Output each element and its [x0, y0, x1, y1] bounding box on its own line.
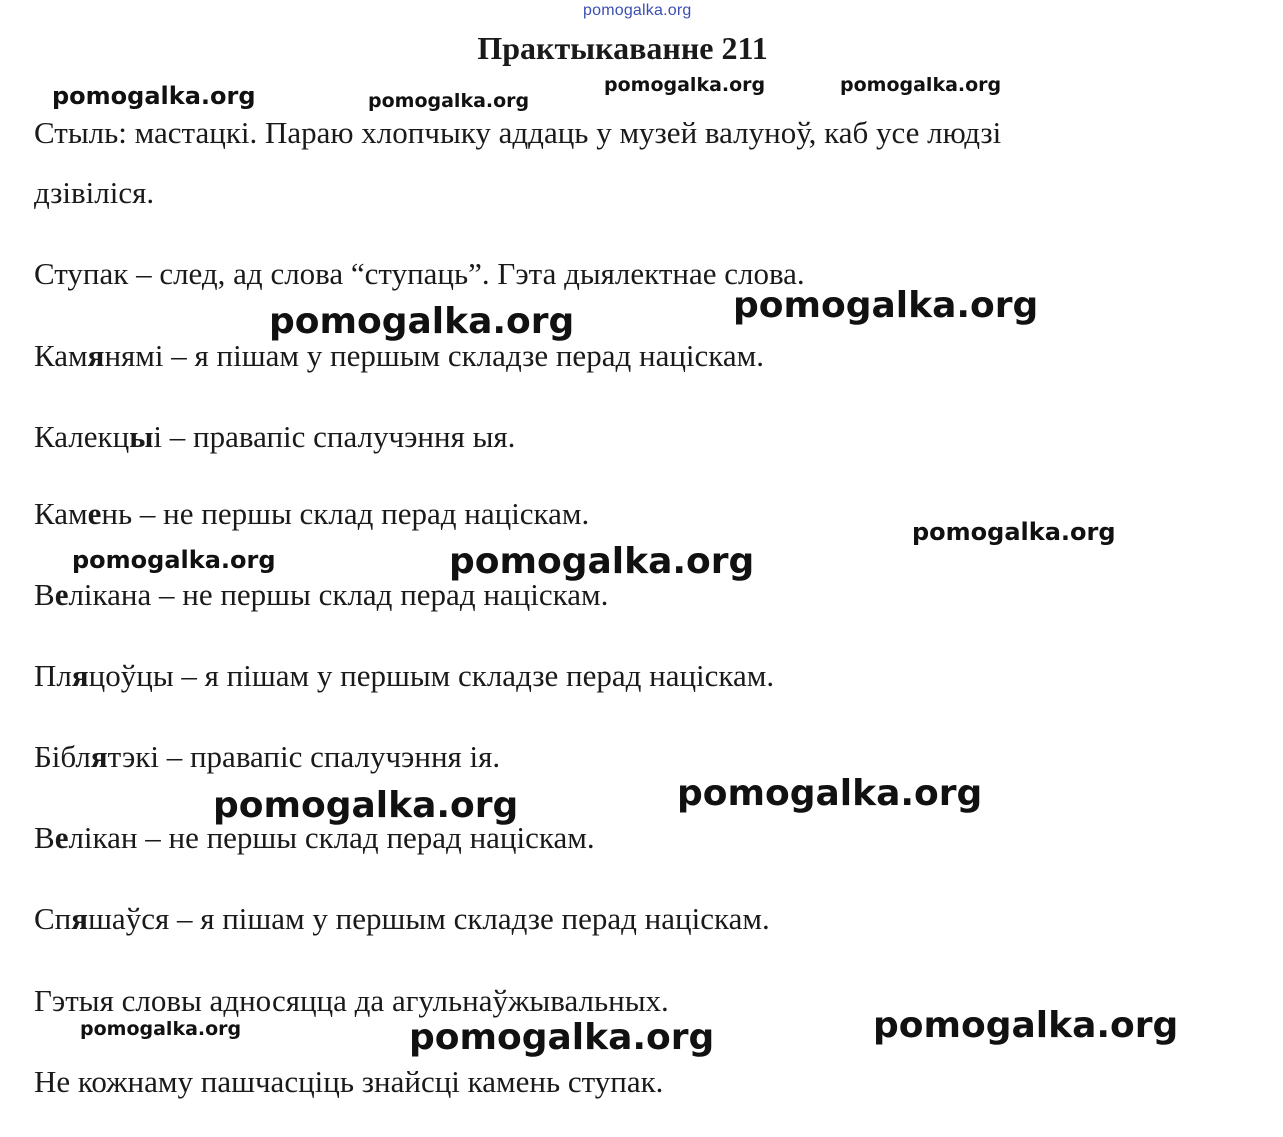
- watermark: pomogalka.org: [80, 1018, 242, 1040]
- watermark: pomogalka.org: [269, 301, 575, 342]
- page-title: Практыкаванне 211: [477, 30, 768, 66]
- watermark: pomogalka.org: [409, 1017, 715, 1058]
- text-line: Не кожнаму пашчасціць знайсці камень ступак.: [34, 1064, 664, 1099]
- text-line: Велікана – не першы склад перад націскам.: [34, 577, 609, 612]
- text-line: Спяшаўся – я пішам у першым складзе перад націскам.: [34, 901, 770, 936]
- watermark: pomogalka.org: [677, 773, 983, 814]
- watermark: pomogalka.org: [912, 518, 1116, 546]
- watermark: pomogalka.org: [72, 546, 276, 574]
- watermark: pomogalka.org: [733, 285, 1039, 326]
- site-url: pomogalka.org: [583, 2, 692, 19]
- text-line: Калекцыі – правапіс спалучэння ыя.: [34, 419, 516, 454]
- text-line: Велікан – не першы склад перад націскам.: [34, 820, 595, 855]
- text-line: дзівіліся.: [34, 175, 155, 210]
- text-line: Ступак – след, ад слова “ступаць”. Гэта дыялектнае слова.: [34, 256, 805, 291]
- watermark: pomogalka.org: [449, 541, 755, 582]
- watermark: pomogalka.org: [873, 1005, 1179, 1046]
- watermark: pomogalka.org: [213, 785, 519, 826]
- watermark: pomogalka.org: [840, 74, 1002, 96]
- text-line: Біблятэкі – правапіс спалучэння ія.: [34, 739, 501, 774]
- text-line: Стыль: мастацкі. Параю хлопчыку аддаць у музей валуноў, каб усе людзі: [34, 115, 1002, 150]
- watermark: pomogalka.org: [52, 82, 256, 110]
- text-line: Гэтыя словы адносяцца да агульнаўжывальных.: [34, 983, 669, 1018]
- watermark: pomogalka.org: [604, 74, 766, 96]
- text-line: Пляцоўцы – я пішам у першым складзе перад націскам.: [34, 658, 775, 693]
- watermark: pomogalka.org: [368, 90, 530, 112]
- text-line: Камень – не першы склад перад націскам.: [34, 496, 590, 531]
- text-line: Камянямі – я пішам у першым складзе перад націскам.: [34, 338, 765, 373]
